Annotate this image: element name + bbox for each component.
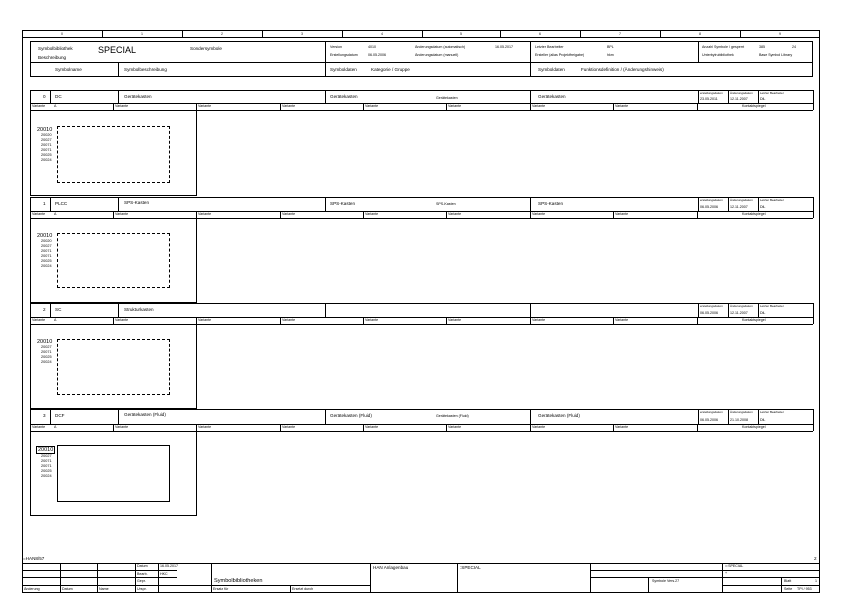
- symbol-created: 06.05.2006: [700, 418, 718, 422]
- variant-label: Variante: [32, 104, 46, 108]
- variant-label: Variante: [532, 104, 546, 108]
- ruler-2: 2: [220, 31, 224, 36]
- symbol-subcategory: Gerätekasten: [436, 96, 458, 100]
- col-symbolname: Symbolname: [55, 67, 82, 72]
- symbol-category: Gerätekasten: [330, 94, 358, 99]
- subset-label: Unterbylrubibliothek: [702, 53, 734, 57]
- variant-codes: [36, 446, 55, 479]
- blatt-value: 1: [815, 579, 817, 583]
- contact-mirror-label: Kontaktspiegel: [742, 212, 766, 216]
- col-symboldesc: Symbolbeschreibung: [124, 67, 167, 72]
- changed-auto-value: 16.05.2017: [495, 45, 513, 49]
- variant-a: A: [54, 425, 57, 429]
- urspr-label: Urspr.: [137, 587, 147, 591]
- name-label: Name: [99, 587, 109, 591]
- ruler-1: 1: [140, 31, 144, 36]
- datum-value: 16.05.2017: [160, 564, 178, 568]
- variant-label: Variante: [282, 104, 296, 108]
- col-function: Funktionsdefinition / (Änderungshinweis): [581, 67, 664, 72]
- changed-auto-label: Änderungsdatum (automatisch): [415, 45, 466, 49]
- date-label: Datum: [62, 587, 73, 591]
- variant-label: Variante: [448, 212, 462, 216]
- created-small-label: erstellungsdatum: [700, 304, 723, 308]
- contact-mirror-label: Kontaktspiegel: [742, 104, 766, 108]
- last-editor-label: Letzter Bearbeiter: [535, 45, 564, 49]
- col-symboldata2: Symboldaten: [538, 67, 565, 72]
- variant-label: Variante: [448, 425, 462, 429]
- variant-a: A: [54, 212, 57, 216]
- symbol-category: SPS-Kasten: [330, 201, 356, 206]
- variant-label: Variante: [532, 425, 546, 429]
- variant-label: Variante: [532, 318, 546, 322]
- version-label: Version: [330, 45, 342, 49]
- symbol-index: 0: [43, 94, 46, 99]
- code: 20027: [41, 454, 52, 458]
- code-main: 20010: [37, 127, 53, 133]
- change-label: Änderung: [24, 587, 40, 591]
- variant-label: Variante: [448, 104, 462, 108]
- page-number: 2: [814, 556, 817, 561]
- datum-label: Datum: [137, 564, 148, 568]
- symbol-function: SPS-Kasten: [538, 201, 564, 206]
- code: 20025: [41, 259, 52, 263]
- code-main: 20010: [37, 339, 53, 345]
- count-label: Anzahl Symbole / gesperrt: [702, 45, 745, 49]
- code: 20020: [41, 239, 52, 243]
- variant-label: Variante: [32, 318, 46, 322]
- symbol-function: Gerätekasten: [538, 94, 566, 99]
- blatt-label: Blatt: [784, 579, 792, 583]
- plus-reference: +: [725, 571, 728, 575]
- symbol-function: Gerätekasten (Fluid): [538, 413, 580, 418]
- symbol-index: 1: [43, 201, 46, 206]
- variant-label: Variante: [282, 425, 296, 429]
- eq-reference: =:SPECIAL: [725, 564, 744, 568]
- symbol-outline: [57, 233, 170, 288]
- created-small-label: erstellungsdatum: [700, 198, 723, 202]
- ruler-4: 4: [380, 31, 384, 36]
- changed-small-label: Änderungsdatum: [730, 198, 753, 202]
- variant-label: Variante: [365, 425, 379, 429]
- symbol-name: PLCC: [55, 201, 68, 206]
- editor-small-label: Letzter Bearbeiter: [760, 91, 784, 95]
- symbol-changed: 12.11.2007: [730, 97, 748, 101]
- created-value: 06.05.2006: [368, 53, 386, 57]
- variant-label: Variante: [615, 425, 629, 429]
- creator-value: hkm: [607, 53, 614, 57]
- created-small-label: erstellungsdatum: [700, 91, 723, 95]
- variant-codes: [37, 127, 52, 163]
- symbol-name: DCF: [55, 413, 65, 418]
- variant-label: Variante: [198, 212, 212, 216]
- code: 20025: [41, 153, 52, 157]
- variant-label: Variante: [448, 318, 462, 322]
- changed-small-label: Änderungsdatum: [730, 91, 753, 95]
- symbol-index: 3: [43, 413, 46, 418]
- variant-label: Variante: [282, 318, 296, 322]
- code: 20071: [41, 350, 52, 354]
- lib-name: SPECIAL: [98, 45, 137, 55]
- variant-label: Variante: [115, 212, 129, 216]
- symbol-category: Gerätekasten (Fluid): [330, 413, 372, 418]
- symbol-subcategory: Gerätekasten (Fluid): [436, 414, 469, 418]
- company-name: HAN Anlagenbau: [373, 565, 409, 570]
- code: 20025: [41, 469, 52, 473]
- variant-label: Variante: [365, 212, 379, 216]
- changed-small-label: Änderungsdatum: [730, 304, 753, 308]
- symbol-changed: 12.11.2007: [730, 205, 748, 209]
- code: 20071: [41, 254, 52, 258]
- symbol-outline: [57, 445, 170, 502]
- version-value: 4010: [368, 45, 376, 49]
- gepr-label: Gepr.: [137, 579, 146, 583]
- symbol-changed: 12.11.2007: [730, 311, 748, 315]
- symbol-desc: Gerätekasten (Fluid): [124, 412, 166, 417]
- changed-small-label: Änderungsdatum: [730, 410, 753, 414]
- variant-a: A: [54, 318, 57, 322]
- variant-label: Variante: [615, 104, 629, 108]
- symbol-version: Symbole Vers.27: [652, 579, 680, 583]
- symbol-outline: [57, 339, 170, 395]
- variant-label: Variante: [115, 425, 129, 429]
- variant-label: Variante: [365, 318, 379, 322]
- col-symboldata: Symboldaten: [330, 67, 357, 72]
- symbol-editor: DiL: [760, 97, 766, 101]
- code: 20024: [41, 264, 52, 268]
- variant-label: Variante: [198, 104, 212, 108]
- lib-desc-label: Beschreibung: [38, 55, 67, 60]
- editor-small-label: Letzter Bearbeiter: [760, 410, 784, 414]
- created-small-label: erstellungsdatum: [700, 410, 723, 414]
- editor-small-label: Letzter Bearbeiter: [760, 198, 784, 202]
- library-name: :SPECIAL: [460, 565, 481, 570]
- bearb-value: HKC: [160, 572, 168, 576]
- symbol-subcategory: SPS-Kasten: [436, 202, 456, 206]
- seite-value: TPI / 953: [797, 587, 812, 591]
- variant-a: A: [54, 104, 57, 108]
- bearb-label: Bearb.: [137, 572, 148, 576]
- ruler-3: 3: [300, 31, 304, 36]
- page-reference: =HAN8/57: [23, 556, 45, 561]
- contact-mirror-label: Kontaktspiegel: [742, 318, 766, 322]
- symbol-outline: [57, 126, 170, 183]
- last-editor-value: BPL: [607, 45, 614, 49]
- ruler-0: 0: [60, 31, 64, 36]
- variant-label: Variante: [198, 425, 212, 429]
- code: 20025: [41, 355, 52, 359]
- symbol-editor: DiL: [760, 311, 766, 315]
- code: 20071: [41, 143, 52, 147]
- ruler-6: 6: [538, 31, 542, 36]
- symbol-created: 06.05.2006: [700, 311, 718, 315]
- code: 20027: [41, 138, 52, 142]
- code: 20027: [41, 244, 52, 248]
- contact-mirror-label: Kontaktspiegel: [742, 425, 766, 429]
- variant-label: Variante: [32, 425, 46, 429]
- code: 20027: [41, 345, 52, 349]
- variant-codes: [37, 339, 52, 365]
- editor-small-label: Letzter Bearbeiter: [760, 304, 784, 308]
- code: 20071: [41, 464, 52, 468]
- symbol-editor: DiL: [760, 205, 766, 209]
- symbol-editor: DiL: [760, 418, 766, 422]
- symbol-desc: Gerätekasten: [124, 94, 152, 99]
- creator-label: Ersteller (alias Projektfreigabe): [535, 53, 585, 57]
- ruler-7: 7: [618, 31, 622, 36]
- count-value: 385: [759, 45, 765, 49]
- lib-title: Sondersymbole: [190, 46, 222, 51]
- variant-codes: [37, 233, 52, 269]
- ruler-8: 8: [698, 31, 702, 36]
- variant-label: Variante: [365, 104, 379, 108]
- variant-label: Variante: [115, 318, 129, 322]
- replaces-label: Ersatz für: [213, 587, 229, 591]
- changed-manual-label: Änderungsdatum (manuell): [415, 53, 459, 57]
- variant-label: Variante: [615, 212, 629, 216]
- variant-label: Variante: [198, 318, 212, 322]
- code: 20071: [41, 148, 52, 152]
- symbol-desc: Strukturkasten: [124, 307, 154, 312]
- symbol-index: 2: [43, 307, 46, 312]
- symbol-created: 06.05.2006: [700, 205, 718, 209]
- code: 20024: [41, 158, 52, 162]
- count-locked: 24: [792, 45, 796, 49]
- symbol-created: 23.05.2011: [700, 97, 718, 101]
- ruler-5: 5: [459, 31, 463, 36]
- symbol-changed: 21.10.2008: [730, 418, 748, 422]
- variant-label: Variante: [115, 104, 129, 108]
- lib-label: Symbolbibliothek: [38, 46, 73, 51]
- symbol-name: DC: [55, 94, 62, 99]
- code: 20020: [41, 133, 52, 137]
- code-main: 20010: [37, 233, 53, 239]
- subset-value: Base Symbol Library: [759, 53, 793, 57]
- code-main: 20010: [38, 447, 54, 453]
- variant-label: Variante: [532, 212, 546, 216]
- created-label: Erstellungsdatum: [330, 53, 358, 57]
- variant-label: Variante: [615, 318, 629, 322]
- col-category: Kategorie / Gruppe: [371, 67, 410, 72]
- variant-label: Variante: [32, 212, 46, 216]
- symbol-desc: SPS-Kasten: [124, 200, 150, 205]
- code: 20071: [41, 459, 52, 463]
- symbol-name: SC: [55, 307, 62, 312]
- drawing-title: Symbolbibliotheken: [214, 578, 263, 584]
- replaced-by-label: Ersetzt durch: [292, 587, 314, 591]
- ruler-9: 9: [778, 31, 782, 36]
- code: 20071: [41, 249, 52, 253]
- seite-label: Seite: [784, 587, 793, 591]
- code: 20024: [41, 474, 52, 478]
- code: 20024: [41, 360, 52, 364]
- variant-label: Variante: [282, 212, 296, 216]
